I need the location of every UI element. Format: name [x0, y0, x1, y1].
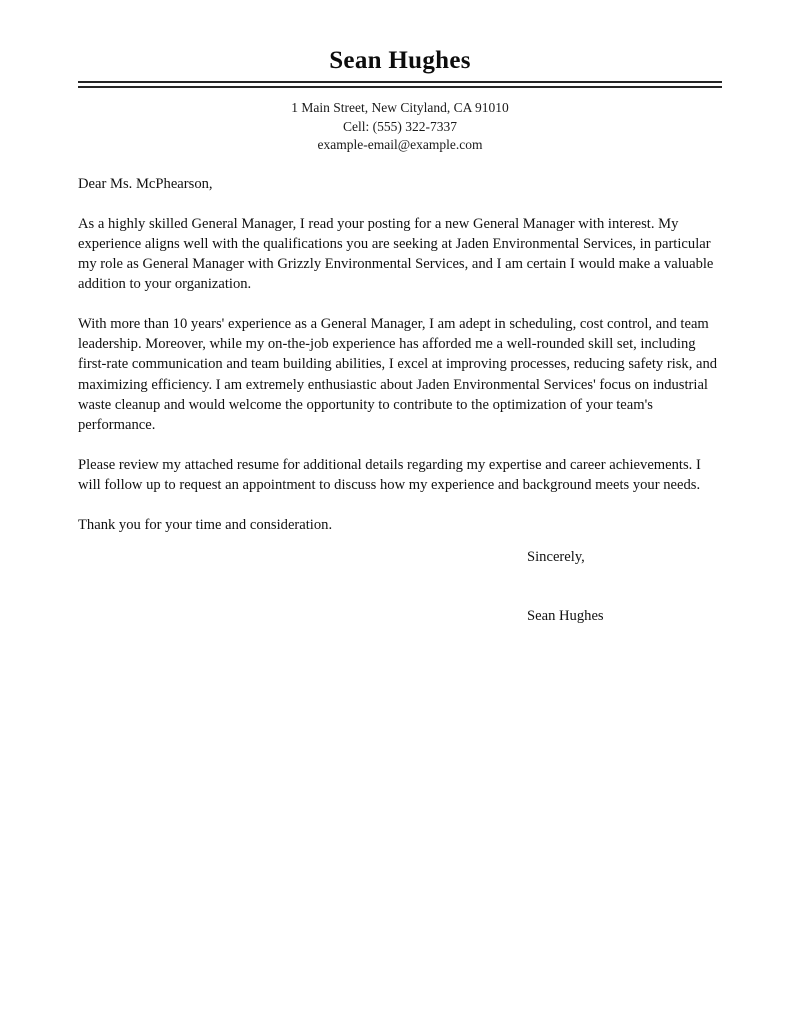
- closing-salutation: Sincerely,: [527, 549, 585, 566]
- letter-content: [78, 0, 722, 626]
- contact-email: example-email@example.com: [317, 137, 483, 153]
- body-paragraph-4: Thank you for your time and consideration.: [78, 516, 333, 533]
- body-paragraph-3: Please review my attached resume for additional details regarding my expertise and career achievements. I will follow up to request an appointment to discuss how my experience and background meets your needs.: [78, 456, 701, 493]
- body-paragraph-2: With more than 10 years' experience as a General Manager, I am adept in scheduling, cost control, and team leadership. Moreover, while my on-the-job experience has afforded me a well-rounded skill set, including first-rate communication and team building abilities, I excel at improving processes, reducing safety risk, and maximizing efficiency. I am extremely enthusiastic about Jaden Environmental Services' focus on industrial waste cleanup and would welcome the opportunity to contribute to the optimization of your team's performance.: [78, 316, 718, 433]
- contact-address: 1 Main Street, New Cityland, CA 91010: [291, 100, 509, 116]
- body-paragraph-1: As a highly skilled General Manager, I read your posting for a new General Manager with interest. My experience aligns well with the qualifications you are seeking at Jaden Environmental Services, in particular my role as General Manager with Grizzly Environmental Services, and I am certain I would make a valuable addition to your organization.: [78, 215, 714, 293]
- applicant-name-heading: Sean Hughes: [329, 47, 471, 74]
- header-double-rule: [78, 81, 722, 88]
- signer-name: Sean Hughes: [527, 608, 604, 625]
- signature-block: [78, 547, 722, 626]
- letter-body: [78, 174, 722, 535]
- contact-block: [78, 99, 722, 155]
- salutation: Dear Ms. McPhearson,: [78, 175, 213, 192]
- contact-phone: Cell: (555) 322-7337: [343, 118, 457, 134]
- letterhead: [78, 0, 722, 155]
